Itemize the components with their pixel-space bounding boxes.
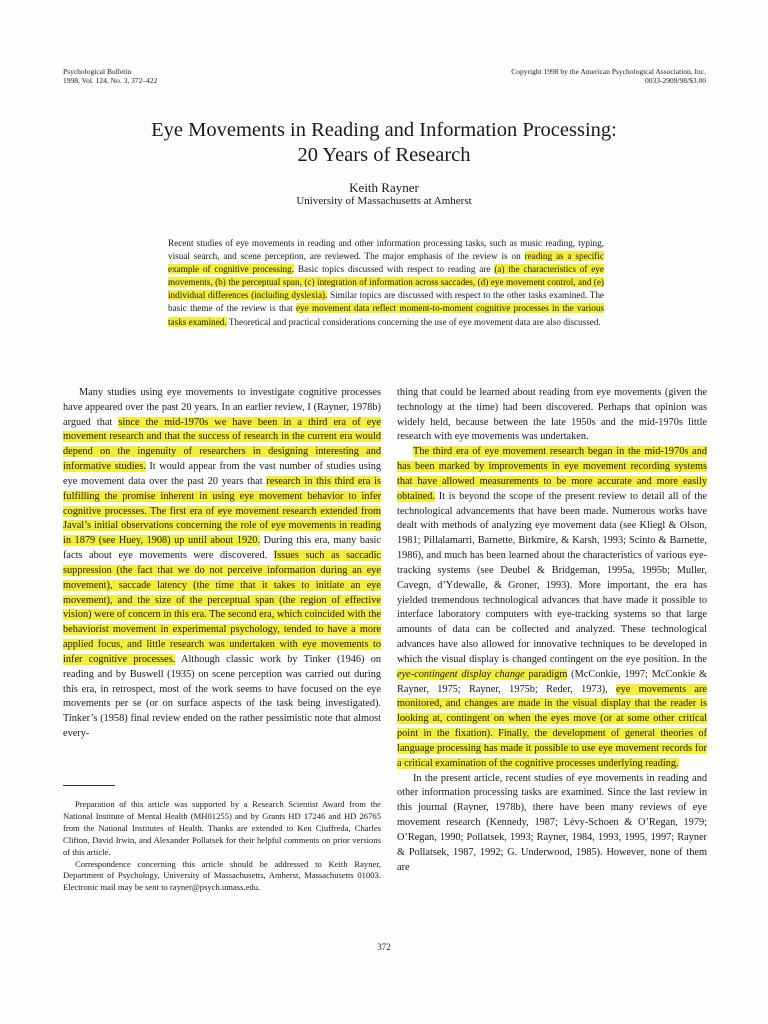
issn-line: 0033-2909/98/$3.00 bbox=[644, 75, 706, 85]
body-highlight: The third era of eye movement research began in the mid-1970s and has been marked by improvements in eye movement recording systems that have allowed measurements to be more accurate and more easily obtained. bbox=[397, 446, 707, 502]
abstract bbox=[168, 237, 604, 329]
journal-volume: 1998, Vol. 124, No. 3, 372–422 bbox=[63, 75, 158, 85]
footnote bbox=[63, 799, 381, 894]
body-paragraph: thing that could be learned about reading from eye movements (given the technology at the time) had been discovered. Perhaps that opinion was widely held, because between the late 1950s and the mid-1970s little research with eye movements was undertaken. bbox=[397, 387, 707, 443]
footnote-acknowledgment: Preparation of this article was supported by a Research Scientist Award from the National Institute of Mental Health (MH01255) and by Grants HD 17246 and HD 26765 from the National Institutes of Health. Thanks are extended to Ken Ciuffreda, Charles Clifton, David Irwin, and Alexander Pollatsek for their helpful comments on prior versions of this article. bbox=[63, 799, 381, 857]
footnote-correspondence: Correspondence concerning this article should be addressed to Keith Rayner, Department of Psychology, University of Massachusetts, Amherst, Massachusetts 01003. Electronic mail may be sent to rayner@psych.umass.edu. bbox=[63, 858, 381, 893]
right-column bbox=[397, 386, 707, 875]
body-text: (McConkie, 1997; McConkie & Rayner, 1975; Rayner, 1975b; Reder, 1973), bbox=[397, 668, 707, 695]
author-affiliation: University of Massachusetts at Amherst bbox=[296, 195, 472, 207]
copyright-line: Copyright 1998 by the American Psychological Association, Inc. bbox=[511, 67, 706, 76]
body-text: It is beyond the scope of the present review to detail all of the technological advancements that have been made. Numerous works have dealt with methods of analyzing eye movement data (see Kliegl & Olson, 1981; Pillalamarri, Barnette, Birkmire, & Karsh, 1993; Scinto & Barnette, 1986), and much has been learned about the characteristics of various eye-tracking systems (see Deubel & Bridgeman, 1995a, 1995b; Muller, Cavegn, d’Ydewalle, & Groner, 1993). More important, the era has yielded tremendous technological advances that have made it possible to interface laboratory computers with eye-tracking systems so that large amounts of data can be collected and analyzed. These technological advances have also allowed for innovative techniques to be developed in which the visual display is changed contingent on the eye position. In the bbox=[397, 490, 707, 665]
body-highlight-italic: eye-contingent display change bbox=[397, 668, 525, 680]
title-line-2: 20 Years of Research bbox=[297, 144, 471, 166]
body-paragraph bbox=[397, 445, 707, 771]
body-text: During this era, many basic facts about eye movements were discovered. bbox=[63, 535, 381, 562]
body-highlight: research in this third era is fulfilling the promise inherent in using eye movement behavior to infer cognitive processes. The first era of eye movement research extended from Javal’s initial observations concerning the role of eye movements in reading in 1879 (see Huey, 1908) up until about 1920. bbox=[63, 475, 382, 547]
title-line-1: Eye Movements in Reading and Information Processing: bbox=[151, 119, 617, 141]
body-highlight: eye movements are monitored, and changes are made in the visual display that the reader is looking at, contingent on when the eyes move (or at some other critical point in the fixation). Finally, the development of general theories of language processing has made it possible to use eye movement records for a critical examination of the cognitive processes underlying reading. bbox=[397, 683, 707, 769]
body-text: It would appear from the vast number of studies using eye movement data over the past 20 years that bbox=[63, 461, 381, 487]
copyright-notice bbox=[426, 68, 706, 85]
abstract-text: Recent studies of eye movements in reading and other information processing tasks, such as music reading, typing, visual search, and scene perception, are reviewed. The major emphasis of the review is on bbox=[168, 238, 604, 262]
abstract-highlight: eye movement data reflect moment-to-moment cognitive processes in the various tasks examined. bbox=[168, 303, 604, 327]
footnote-divider bbox=[63, 785, 115, 786]
left-column bbox=[63, 386, 381, 766]
abstract-highlight: reading as a specific example of cognitive processing. bbox=[168, 251, 604, 275]
body-paragraph bbox=[63, 386, 381, 742]
body-highlight: Issues such as saccadic suppression (the fact that we do not perceive information during an eye movement), saccade latency (the time that it takes to initiate an eye movement), and the size of the perceptual span (the region of effective vision) were of concern in this era. The second era, which coincided with the behaviorist movement in experimental psychology, tended to have a more applied focus, and little research was undertaken with eye movements to infer cognitive processes. bbox=[63, 550, 382, 665]
abstract-highlight: (a) the characteristics of eye movements, (b) the perceptual span, (c) integration of information across saccades, (d) eye movement control, and (e) individual differences (including dyslexia). bbox=[168, 264, 604, 301]
journal-name: Psychological Bulletin bbox=[63, 67, 132, 76]
abstract-text: Similar topics are discussed with respect to the other tasks examined. The basic theme of the review is that bbox=[168, 290, 604, 314]
page-number: 372 bbox=[377, 942, 391, 952]
abstract-text: Theoretical and practical considerations concerning the use of eye movement data are also discussed. bbox=[226, 316, 601, 327]
author-name: Keith Rayner bbox=[349, 180, 419, 195]
abstract-text: Basic topics discussed with respect to reading are bbox=[294, 264, 495, 275]
body-paragraph: In the present article, recent studies of eye movements in reading and other information processing tasks are examined. Since the last review in this journal (Rayner, 1978b), there have been many reviews of eye movement research (Kennedy, 1987; Lévy-Schoen & O’Regan, 1979; O’Regan, 1990; Pollatsek, 1993; Rayner, 1984, 1993, 1995, 1997; Rayner & Pollatsek, 1987, 1992; G. Underwood, 1985). However, none of them are bbox=[397, 772, 707, 873]
body-text: Many studies using eye movements to investigate cognitive processes have appeared over the past 20 years. In an earlier review, I (Rayner, 1978b) argued that bbox=[63, 387, 381, 428]
journal-citation bbox=[63, 68, 223, 85]
body-highlight: paradigm bbox=[524, 668, 568, 680]
body-highlight: since the mid-1970s we have been in a third era of eye movement research and that the success of research in the current era would depend on the ingenuity of researchers in designing interesting and informative studies. bbox=[63, 416, 382, 473]
article-title bbox=[60, 118, 708, 168]
body-text: Although classic work by Tinker (1946) on reading and by Buswell (1935) on scene perception was carried out during this era, in retrospect, most of the work seems to have focused on the eye movements per se (or on surface aspects of the task being investigated). Tinker’s (1958) final review ended on the rather pessimistic note that almost every- bbox=[63, 653, 382, 740]
